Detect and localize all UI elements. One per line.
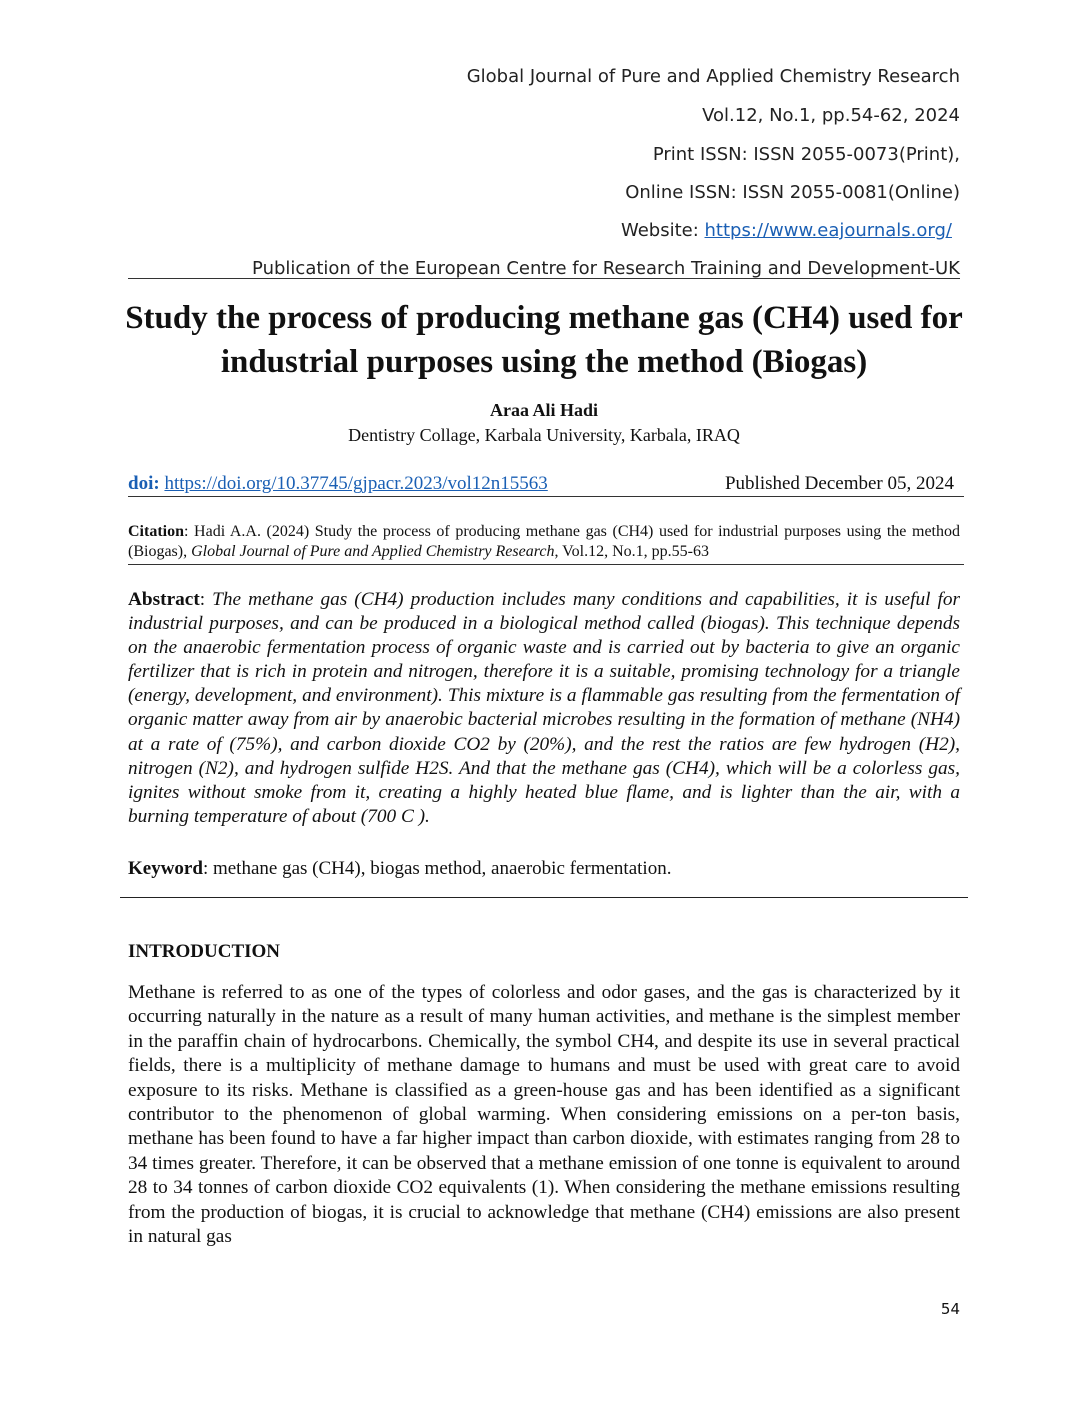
doi-line — [128, 472, 964, 497]
keyword-text: : methane gas (CH4), biogas method, anaerobic fermentation. — [202, 858, 672, 879]
print-issn: Print ISSN: ISSN 2055-0073(Print), — [652, 144, 960, 165]
author-affiliation: Dentistry Collage, Karbala University, Karbala, IRAQ — [348, 425, 740, 445]
publisher-line: Publication of the European Centre for Research Training and Development-UK — [252, 258, 960, 279]
doi-label: doi: — [128, 473, 160, 494]
website-label: Website: — [620, 220, 705, 241]
abstract — [128, 588, 960, 829]
published-date: Published December 05, 2024 — [724, 473, 954, 494]
citation-label: Citation — [128, 523, 184, 540]
citation — [128, 522, 960, 562]
introduction-heading: INTRODUCTION — [128, 941, 281, 962]
header-rule — [128, 278, 960, 279]
citation-rule — [128, 564, 964, 565]
introduction-text: Methane is referred to as one of the types of colorless and odor gases, and the gas is characterized by it occurring naturally in the nature as a result of many human activities, and methane is the simplest member in the paraffin chain of hydrocarbons. Chemically, the symbol CH4, and despite its use in several practical fields, there is a multiplicity of methane damage to humans and must be used with great care to avoid exposure to its risks. Methane is classified as a green-house gas and has been identified as a significant contributor to the phenomenon of global warming. When considering emissions on a per-ton basis, methane has been found to have a far higher impact than carbon dioxide, with estimates ranging from 28 to 34 times greater. Therefore, it can be observed that a methane emission of one tonne is equivalent to around 28 to 34 tonnes of carbon dioxide CO2 equivalents (1). When considering the methane emissions resulting from the production of biogas, it is crucial to acknowledge that methane (CH4) emissions are also present in natural gas — [128, 982, 960, 1248]
citation-journal: Global Journal of Pure and Applied Chemistry Research — [191, 543, 555, 560]
keywords — [128, 857, 960, 881]
abstract-separator: : — [199, 589, 213, 610]
website-link[interactable]: https://www.eajournals.org/ — [704, 220, 952, 241]
abstract-rule — [120, 897, 968, 898]
abstract-label: Abstract — [128, 589, 200, 610]
volume-info: Vol.12, No.1, pp.54-62, 2024 — [702, 105, 960, 126]
abstract-text: The methane gas (CH4) production includes many conditions and capabilities, it is useful for industrial purposes, and can be produced in a biological method called (biogas). This technique depends on the anaerobic fermentation process of organic waste and is carried out by bacteria to give an organic fertilizer that is rich in protein and nitrogen, therefore it is a suitable, promising technology for a triangle (energy, development, and environment). This mixture is a flammable gas resulting from the fermentation of organic matter away from air by anaerobic bacterial microbes resulting in the formation of methane (NH4) at a rate of (75%), and carbon dioxide CO2 by (20%), and the rest the ratios are few hydrogen (H2), nitrogen (N2), and hydrogen sulfide H2S. And that the methane gas (CH4), which will be a colorless gas, ignites without smoke from it, creating a highly heated blue flame, and is lighter than the air, with a burning temperature of about (700 C ). — [128, 589, 960, 827]
doi-link[interactable]: https://doi.org/10.37745/gjpacr.2023/vol12n15563 — [164, 473, 548, 494]
website-line — [621, 220, 952, 242]
citation-text-end: , Vol.12, No.1, pp.55-63 — [554, 543, 709, 560]
paper-title: Study the process of producing methane gas (CH4) used for industrial purposes using the method (Biogas) — [125, 300, 963, 380]
journal-name: Global Journal of Pure and Applied Chemistry Research — [466, 66, 960, 87]
page-number: 54 — [940, 1300, 960, 1318]
citation-text: : Hadi A.A. (2024) Study the process of producing methane gas (CH4) used for industrial purposes using the method (Biogas), — [128, 523, 960, 560]
author-name: Araa Ali Hadi — [489, 400, 598, 420]
keyword-label: Keyword — [128, 858, 203, 879]
online-issn: Online ISSN: ISSN 2055-0081(Online) — [625, 182, 960, 203]
